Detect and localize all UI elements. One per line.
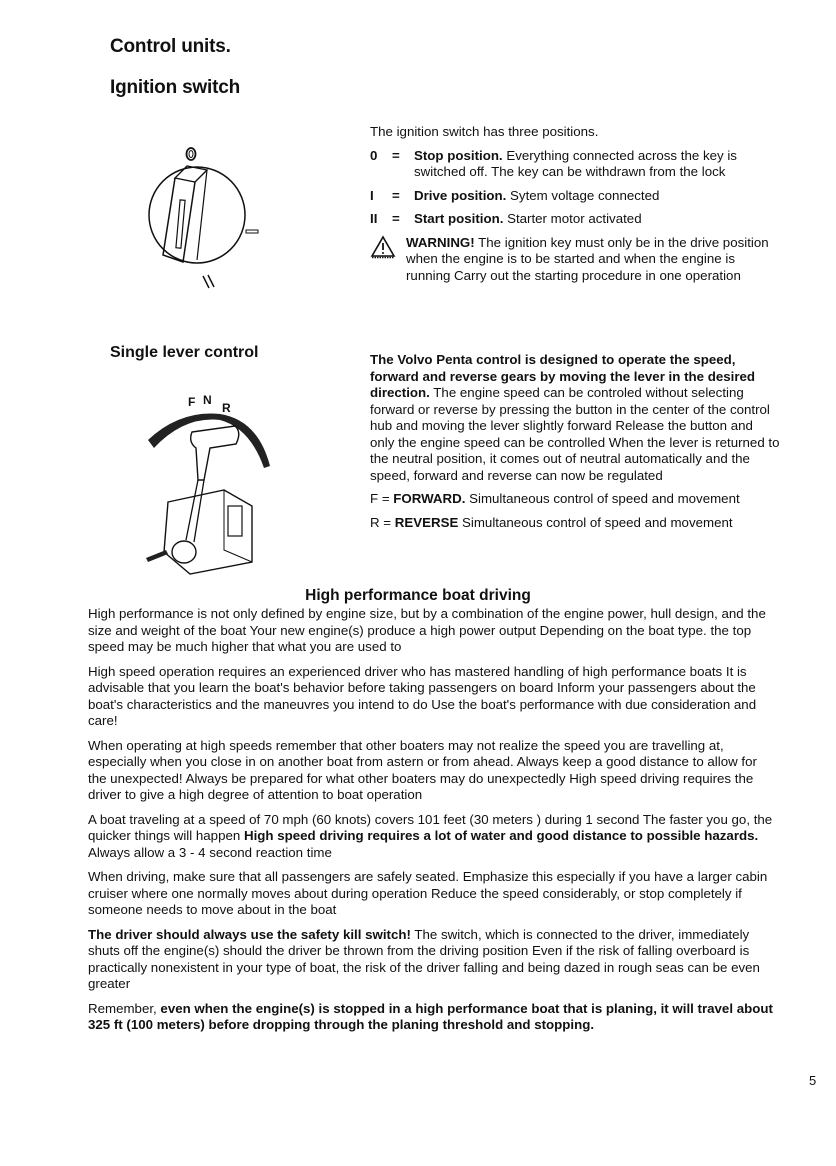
warning-triangle-icon <box>370 235 406 285</box>
hp-paragraph-5: When driving, make sure that all passengers are safely seated. Emphasize this especially if you have a larger cabin cruiser where one normally moves about during operation Reduce the speed considerably, or stop completely if someone needs to move about in the boat <box>88 869 768 917</box>
svg-text:R: R <box>222 401 231 415</box>
ignition-section <box>370 124 780 284</box>
hp-paragraph-2: High speed operation requires an experienced driver who has mastered handling of high performance boats It is advisable that you learn the boat's behavior before taking passengers on board Inform your passengers about the boat's characteristics and the maneuvres you intend to do Use the boat's performance with due consideration and care! <box>88 663 757 728</box>
svg-text:N: N <box>203 393 212 407</box>
page-number: 5 <box>809 1073 817 1088</box>
lever-text: The engine speed can be controled without selecting forward or reverse by pressing the button in the center of the control hub and moving the lever slightly forward Release the button and only the engine speed can be controlled When the lever is returned to the neutral position, it comes out of neutral automatically and the speed, forward and reverse can now be regulated <box>370 385 780 483</box>
hp-paragraph-6: The driver should always use the safety kill switch! The switch, which is connected to the driver, immediately shuts off the engine(s) should the driver be thrown from the driving position Even if the risk of falling overboard is practically nonexistent in your type of boat, the risk of the driver falling and being dazed in rough seas can be even greater <box>88 926 760 991</box>
page-heading: Control units. <box>110 36 231 57</box>
lever-bold-intro: The Volvo Penta control is designed to operate the speed, forward and reverse gears by moving the lever in the desired direction. <box>370 352 756 400</box>
ignition-switch-figure <box>135 140 275 290</box>
hp-paragraph-1: High performance is not only defined by engine size, but by a combination of the engine power, hull design, and the size and weight of the boat Your new engine(s) produce a high power output Depending on the boat type. the top speed may be much higher that what you are used to <box>88 606 766 654</box>
hp-title: High performance boat driving <box>305 587 531 604</box>
warning-label: WARNING! <box>406 234 475 250</box>
position-0: 0 = Stop position. Everything connected across the key is switched off. The key can be withdrawn from the lock <box>370 147 737 179</box>
hp-section <box>88 606 778 1042</box>
position-2: II = Start position. Starter motor activated <box>370 211 642 226</box>
forward-line: F = FORWARD. Simultaneous control of speed and movement <box>370 491 740 506</box>
ignition-intro: The ignition switch has three positions. <box>370 124 599 139</box>
warning-text: The ignition key must only be in the drive position when the engine is to be started and when the engine is running Carry out the starting procedure in one operation <box>406 234 769 283</box>
lever-control-icon <box>140 390 290 585</box>
ignition-key-icon <box>135 140 275 290</box>
ignition-switch-title: Ignition switch <box>110 77 240 98</box>
reverse-line: R = REVERSE Simultaneous control of speed and movement <box>370 514 733 530</box>
hp-paragraph-7: Remember, even when the engine(s) is stopped in a high performance boat that is planing, it will travel about 325 ft (100 meters) before dropping through the planing threshold and stopping. <box>88 1000 773 1032</box>
hp-paragraph-3: When operating at high speeds remember that other boaters may not realize the speed you are travelling at, especially when you close in on another boat from astern or from ahead. Always keep a good distance to allow for the unexpected! Always be prepared for what other boaters may do unexpectedly High speed driving requires the driver to give a high degree of attention to boat operation <box>88 737 757 802</box>
hp-paragraph-4: A boat traveling at a speed of 70 mph (60 knots) covers 101 feet (30 meters ) during 1 second The faster you go, the quicker things will happen High speed driving requires a lot of water and good distance to possible hazards. Always allow a 3 - 4 second reaction time <box>88 811 773 860</box>
lever-section <box>370 352 780 538</box>
lever-figure <box>140 390 290 585</box>
warning-block <box>370 235 780 285</box>
position-1: I = Drive position. Sytem voltage connected <box>370 187 660 203</box>
single-lever-title: Single lever control <box>110 344 259 361</box>
svg-text:F: F <box>188 395 196 409</box>
